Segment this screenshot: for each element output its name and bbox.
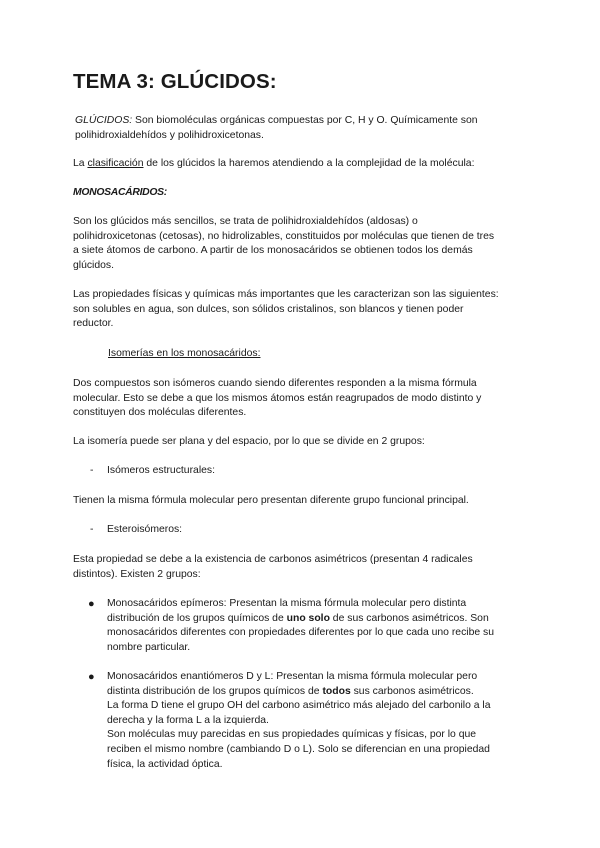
intro-term: GLÚCIDOS: — [75, 115, 133, 126]
text-line: glúcidos. — [73, 259, 115, 271]
bullet-icon: ● — [88, 598, 95, 610]
text-line: Monosacáridos epímeros: Presentan la misma fórmula molecular pero distinta — [107, 598, 467, 609]
text-fragment: distinta distribución de los grupos químicos de — [107, 685, 323, 697]
intro-line-1: Son biomoléculas orgánicas compuestas por C, H y O. Químicamente son — [132, 115, 478, 126]
dash-marker: - — [90, 465, 94, 476]
text-line: a siete átomos de carbono. A partir de los monosacáridos se obtienen todos los demás — [73, 245, 473, 257]
bullet-icon: ● — [88, 671, 95, 683]
text-line: nombre particular. — [107, 641, 191, 653]
classification-post: de los glúcidos la haremos atendiendo a la complejidad de la molécula: — [143, 158, 475, 169]
classification-paragraph — [73, 157, 535, 172]
stereoisomers-label: Esteroisómeros: — [107, 524, 183, 535]
structural-isomers-description: Tienen la misma fórmula molecular pero presentan diferente grupo funcional principal. — [73, 495, 469, 506]
emphasis-text: todos — [322, 685, 351, 697]
text-line — [107, 612, 528, 627]
classification-pre: La — [73, 158, 88, 169]
text-line: Son los glúcidos más sencillos, se trata de polihidroxialdehídos (aldosas) o — [73, 216, 418, 227]
enantiomeros-bullet — [88, 670, 528, 772]
text-line: molecular. Esto se debe a que los mismos átomos están reagrupados de modo distinto y — [73, 392, 482, 404]
text-line: La forma D tiene el grupo OH del carbono asimétrico más alejado del carbonilo a la — [107, 700, 491, 712]
properties-paragraph — [73, 288, 535, 332]
text-line: Las propiedades físicas y químicas más importantes que les caracterizan son las siguientes: — [73, 289, 499, 300]
text-line — [107, 685, 528, 700]
text-line: distintos). Existen 2 grupos: — [73, 568, 201, 580]
monosacaridos-heading: MONOSACÁRIDOS: — [73, 187, 167, 198]
structural-isomers-label: Isómeros estructurales: — [107, 465, 215, 476]
text-fragment: de sus carbonos asimétricos. Son — [329, 612, 489, 624]
intro-paragraph — [75, 114, 537, 143]
text-line: Esta propiedad se debe a la existencia de carbonos asimétricos (presentan 4 radicales — [73, 554, 473, 565]
emphasis-text: uno solo — [286, 612, 330, 624]
classification-term: clasificación — [87, 158, 144, 169]
text-line: reductor. — [73, 318, 114, 330]
text-line: monosacáridos diferentes con propiedades diferentes por lo que cada uno recibe su — [107, 627, 495, 639]
text-line: Dos compuestos son isómeros cuando siendo diferentes responden a la misma fórmula — [73, 378, 477, 389]
text-fragment: distribución de los grupos químicos de — [107, 612, 287, 624]
text-line: constituyen dos moléculas diferentes. — [73, 407, 247, 419]
page-title: TEMA 3: GLÚCIDOS: — [73, 70, 277, 93]
intro-line-2: polihidroxialdehídos y polihidroxicetonas. — [75, 129, 264, 141]
text-line: reciben el mismo nombre (cambiando D o L). Solo se diferencian en una propiedad — [107, 743, 490, 755]
dash-marker: - — [90, 524, 94, 535]
stereoisomers-item — [90, 523, 182, 538]
isomerias-heading: Isomerías en los monosacáridos: — [108, 348, 261, 359]
isomers-definition — [73, 377, 535, 421]
text-line: polihidroxicetonas (cetosas), no hidrolizables, constituidos por moléculas que tienen de tres — [73, 230, 495, 242]
text-line: Son moléculas muy parecidas en sus propiedades químicas y físicas, por lo que — [107, 729, 477, 741]
monosacaridos-definition — [73, 215, 535, 273]
epimeros-text — [107, 597, 528, 655]
stereoisomers-description — [73, 553, 535, 582]
isomeria-types-paragraph: La isomería puede ser plana y del espacio, por lo que se divide en 2 grupos: — [73, 436, 425, 447]
enantiomeros-text — [107, 670, 528, 772]
text-line: física, la actividad óptica. — [107, 758, 223, 770]
text-fragment: sus carbonos asimétricos. — [350, 685, 474, 697]
epimeros-bullet — [88, 597, 528, 655]
text-line: son solubles en agua, son dulces, son sólidos cristalinos, son blancos y tienen poder — [73, 303, 464, 315]
text-line: derecha y la forma L a la izquierda. — [107, 714, 269, 726]
structural-isomers-item — [90, 464, 215, 479]
text-line: Monosacáridos enantiómeros D y L: Presentan la misma fórmula molecular pero — [107, 671, 478, 682]
